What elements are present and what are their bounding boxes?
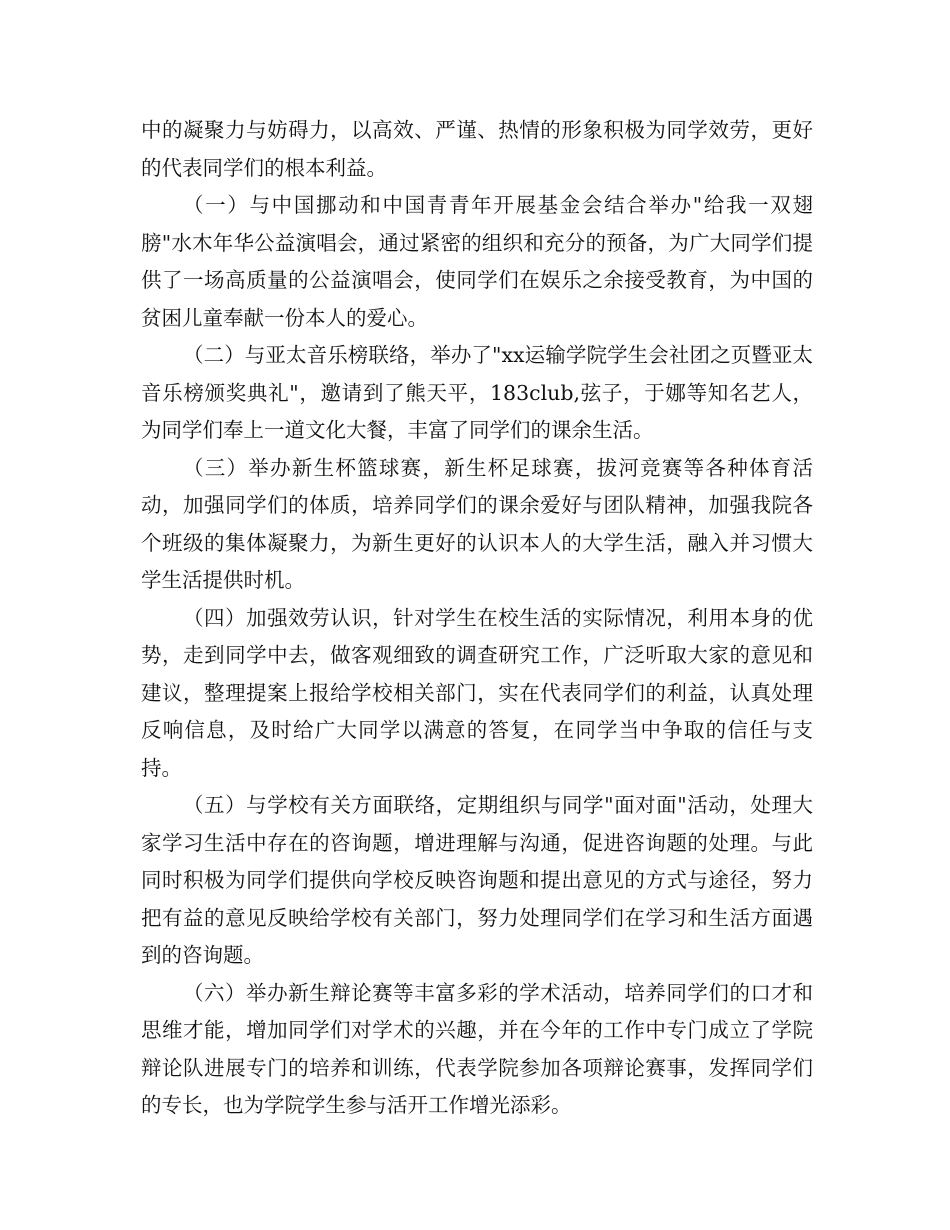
paragraph-item-3: （三）举办新生杯篮球赛，新生杯足球赛，拔河竞赛等各种体育活动，加强同学们的体质，培养同学们的课余爱好与团队精神，加强我院各个班级的集体凝聚力，为新生更好的认识本人的大学生活，融入并习惯大学生活提供时机。 xyxy=(141,455,813,592)
paragraph-item-6: （六）举办新生辩论赛等丰富多彩的学术活动，培养同学们的口才和思维才能，增加同学们对学术的兴趣，并在今年的工作中专门成立了学院辩论队进展专门的培养和训练，代表学院参加各项辩论赛事，发挥同学们的专长，也为学院学生参与活开工作增光添彩。 xyxy=(141,980,813,1117)
paragraph-item-2: （二）与亚太音乐榜联络，举办了"xx运输学院学生会社团之页暨亚太音乐榜颁奖典礼"，邀请到了熊天平，183club,弦子，于娜等知名艺人，为同学们奉上一道文化大餐，丰富了同学们的课余生活。 xyxy=(141,343,813,442)
paragraph-item-4: （四）加强效劳认识，针对学生在校生活的实际情况，利用本身的优势，走到同学中去，做客观细致的调查研究工作，广泛听取大家的意见和建议，整理提案上报给学校相关部门，实在代表同学们的利益，认真处理反响信息，及时给广大同学以满意的答复，在同学当中争取的信任与支持。 xyxy=(141,605,813,780)
paragraph-item-5: （五）与学校有关方面联络，定期组织与同学"面对面"活动，处理大家学习生活中存在的咨询题，增进理解与沟通，促进咨询题的处理。与此同时积极为同学们提供向学校反映咨询题和提出意见的方式与途径，努力把有益的意见反映给学校有关部门，努力处理同学们在学习和生活方面遇到的咨询题。 xyxy=(141,793,813,967)
document-body xyxy=(141,112,813,1125)
paragraph-continuation: 中的凝聚力与妨碍力，以高效、严谨、热情的形象积极为同学效劳，更好的代表同学们的根本利益。 xyxy=(141,118,813,180)
paragraph-item-1: （一）与中国挪动和中国青青年开展基金会结合举办"给我一双翅膀"水木年华公益演唱会，通过紧密的组织和充分的预备，为广大同学们提供了一场高质量的公益演唱会，使同学们在娱乐之余接受教育，为中国的贫困儿童奉献一份本人的爱心。 xyxy=(141,193,813,330)
